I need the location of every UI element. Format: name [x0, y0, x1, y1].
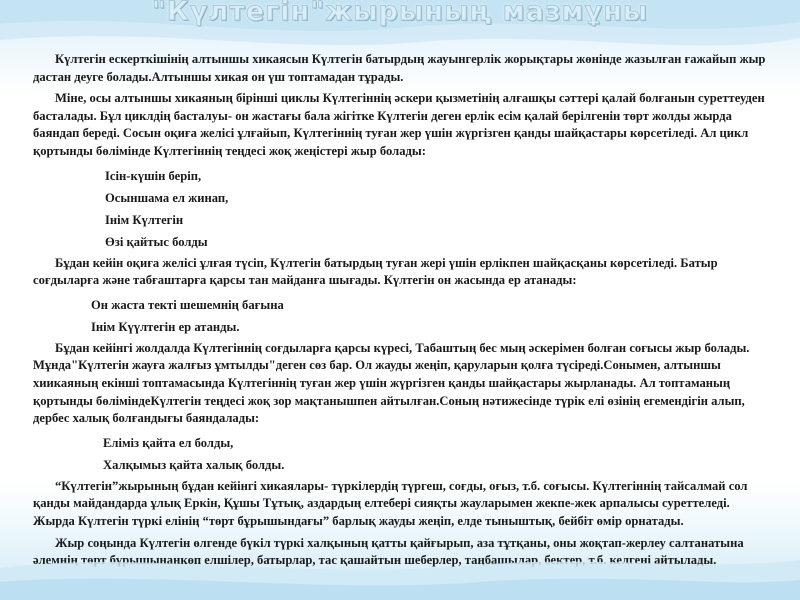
paragraph-5: “Күлтегін”жырының бұдан кейінгі хикаялары- түркілердің түргеш, соғды, оғыз, т.б. соғысы. Күлтегіннің тайсалмай сол қанды майдандарда ұлық Еркін, Құшы Тұтық, аздардың елтебері сияқты жауларымен жекпе-жек арпалысы суреттеледі. Жырда Күлтегін түркі елінің “төрт бұрышындағы” барлық жауды жеңіп, елде тыныштық, бейбіт өмір орнатады. — [33, 478, 748, 528]
verse-line: Халқымыз қайта халық болды. — [103, 457, 285, 472]
verse-line: Інім Күүлтегін ер атанды. — [91, 319, 240, 334]
verse-line: Еліміз қайта ел болды, — [103, 435, 234, 450]
verse-line: Осыншама ел жинап, — [105, 190, 229, 205]
verse-line: Ісін-күшін беріп, — [105, 168, 202, 183]
paragraph-3: Бұдан кейін оқиға желісі ұлғая түсіп, Күлтегін батырдың туған жері үшін ерлікпен шайқасқаны көрсетіледі. Батыр соғдыларға және табғаштарға қарсы тан майданға шығады. Күлтегін он жасында ер атанады: — [33, 255, 718, 288]
verse-line: Інім Күлтегін — [105, 212, 184, 227]
paragraph-1: Күлтегін ескерткішінің алтыншы хикаясын Күлтегін батырдың жауынгерлік жорықтары жөнінде жазылған ғажайып жыр дастан деуге болады.Алтыншы хикая он үш топтамадан тұрады. — [33, 52, 766, 84]
paragraph-4: Бұдан кейінгі жолдалда Күлтегіннің соғдыларға қарсы күресі, Табаштың бес мың әскерімен болған соғысы жыр болады. Мұнда"Күлтегін жауға жалғыз ұмтылды"деген сөз бар. Ол жауды жеңіп, қаруларын қолға түсіреді.Сонымен, алтыншы хиикаяның екінші топтамасында Күлтегіннің туған жер үшін жүргізген қанды шайқастары жырланады. Ал топтаманың қортынды бөліміндеКүлтегін теңдесі жоқ зор мақтанышпен айтылған.Соның нәтижесінде түрік елі өзінің егемендігін алып, дербес халық болғандығы баяндалады: — [33, 340, 750, 426]
paragraph-2: Міне, осы алтыншы хикаяның бірінші циклы Күлтегіннің әскери қызметінің алғашқы сәттері қалай болғанын суреттеуден басталады. Бұл циклдің басталуы- он жастағы бала жігітке Күлтегін деген ерлік есім қалай берілгенін төрт жолды жырда баяндап береді. Сосын оқиға желісі ұлғайып, Күлтегіннің туған жер үшін жүргізген қанды шайқастары көрсетіледі. Ал цикл қортынды бөлімінде Күлтегіннің теңдесі жоқ жеңістері жыр болады: — [33, 91, 765, 158]
verse-line: Өзі қайтыс болды — [105, 234, 208, 249]
verse-block-3 — [33, 432, 768, 476]
bottom-wave-decoration — [0, 510, 800, 600]
verse-line: Он жаста тектi шешемнің бағына — [91, 297, 284, 312]
slide-title: "Күлтегін"жырының мазмұны — [151, 0, 649, 27]
verse-block-2 — [33, 294, 768, 338]
text-content — [33, 51, 768, 574]
verse-block-1 — [33, 165, 768, 253]
paragraph-6: Жыр соңында Күлтегін өлгенде бүкіл түркі халқының қатты қайғырып, аза тұтқаны, оны жоқтап-жерлеу салтанатына әлемнің төрт бұрышынанкөп елшілер, батырлар, тас қашайтын шеберлер, таңбашылар, бектер, т.б. келгені айтылады. — [33, 535, 744, 568]
